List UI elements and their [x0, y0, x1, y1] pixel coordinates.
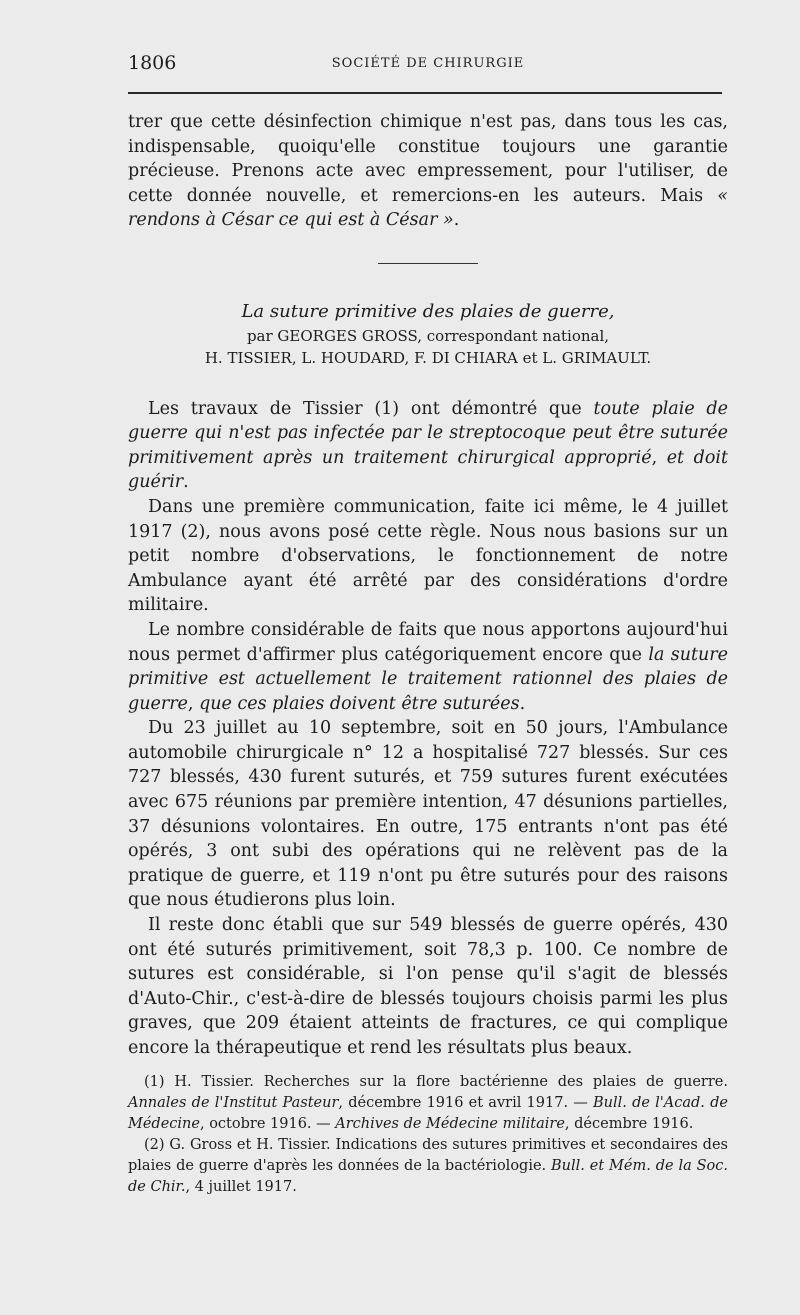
paragraph-2: Dans une première communication, faite ici même, le 4 juillet 1917 (2), nous avons posé cette règle. Nous nous basions sur un petit nombre d'observations, le fonctionnement de notre Ambulance ayant été arrêté par des considérations d'ordre militaire. — [128, 496, 728, 616]
footnote-2 — [128, 1135, 728, 1198]
page-header — [128, 52, 728, 82]
fn1-end: , décembre 1916. — [564, 1116, 694, 1132]
p1-emphasis: toute plaie de guerre qui n'est pas infectée par le streptocoque peut être suturée primitivement après un traitement chirurgical approprié — [128, 398, 728, 468]
article-authors — [128, 325, 728, 369]
p3-sep: , — [187, 693, 200, 714]
section-separator — [378, 263, 478, 264]
fn1-journal-2: Bull. de l'Acad. de Médecine — [128, 1095, 728, 1132]
p3-emphasis-2: que ces plaies doivent être suturées — [199, 693, 520, 714]
main-text — [128, 110, 728, 1061]
continuation-quote: « rendons à César ce qui est à César » — [128, 185, 728, 231]
continuation-end: . — [453, 210, 460, 231]
fn2-journal: Bull. et Mém. de la Soc. de Chir. — [128, 1158, 728, 1195]
continuation-paragraph — [128, 110, 728, 233]
fn2-text: (2) G. Gross et H. Tissier. Indications des sutures primitives et secondaires des plaies de guerre d'après les données de la bactériologie. — [128, 1137, 728, 1174]
fn2-end: , 4 juillet 1917. — [185, 1179, 297, 1195]
paragraph-5: Il reste donc établi que sur 549 blessés de guerre opérés, 430 ont été suturés primitivement, soit 78,3 p. 100. Ce nombre de sutures est considérable, si l'on pense qu'il s'agit de blessés d'Auto-Chir., c'est-à-dire de blessés toujours choisis parmi les plus graves, que 209 étaient atteints de fractures, ce qui complique encore la thérapeutique et rend les résultats plus beaux. — [128, 915, 728, 1058]
footnotes — [128, 1072, 728, 1198]
continuation-text: trer que cette désinfection chimique n'est pas, dans tous les cas, indispensable, quoiqu'elle constitue toujours une garantie précieuse. Prenons acte avec empressement, pour l'utiliser, de cette donnée nouvelle, et remercions-en les auteurs. Mais — [128, 112, 728, 206]
p3-text: Le nombre considérable de faits que nous apportons aujourd'hui nous permet d'affirmer plus catégoriquement encore que — [128, 619, 728, 665]
authors-line-2: H. TISSIER, L. HOUDARD, F. DI CHIARA et L. GRIMAULT. — [204, 348, 652, 367]
running-title: SOCIÉTÉ DE CHIRURGIE — [331, 56, 525, 71]
p1-emphasis-2: et doit guérir — [128, 447, 728, 493]
paragraph-3 — [128, 618, 728, 716]
p1-text: Les travaux de Tissier (1) ont démontré que — [148, 398, 594, 419]
header-rule — [128, 92, 722, 94]
fn1-journal-3: Archives de Médecine militaire — [335, 1116, 565, 1132]
paragraph-4: Du 23 juillet au 10 septembre, soit en 50 jours, l'Ambulance automobile chirurgicale n° 12 a hospitalisé 727 blessés. Sur ces 727 blessés, 430 furent suturés, et 759 sutures furent exécutées avec 675 réunions par première intention, 47 désunions partielles, 37 désunions volontaires. En outre, 175 entrants n'ont pas été opérés, 3 ont subi des opérations qui ne relèvent pas de la pratique de guerre, et 119 n'ont pu être suturés pour des raisons que nous étudierons plus loin. — [128, 718, 728, 911]
paragraph-1 — [128, 397, 728, 495]
authors-line-1: par GEORGES GROSS, correspondant national, — [246, 326, 610, 345]
article-title: La suture primitive des plaies de guerre, — [241, 300, 615, 322]
footnote-1 — [128, 1072, 728, 1135]
p1-end: . — [183, 472, 189, 493]
p3-end: . — [519, 693, 526, 714]
page-number: 1806 — [128, 52, 177, 74]
fn1-text: (1) H. Tissier. Recherches sur la flore bactérienne des plaies de guerre. — [144, 1074, 728, 1090]
fn1-text-2: , décembre 1916 et avril 1917. — — [338, 1095, 593, 1111]
p3-emphasis: la suture primitive est actuellement le traitement rationnel des plaies de guerre — [128, 644, 728, 714]
fn1-journal-1: Annales de l'Institut Pasteur — [128, 1095, 339, 1111]
p1-sep: , — [651, 447, 667, 468]
fn1-text-3: , octobre 1916. — — [199, 1116, 336, 1132]
